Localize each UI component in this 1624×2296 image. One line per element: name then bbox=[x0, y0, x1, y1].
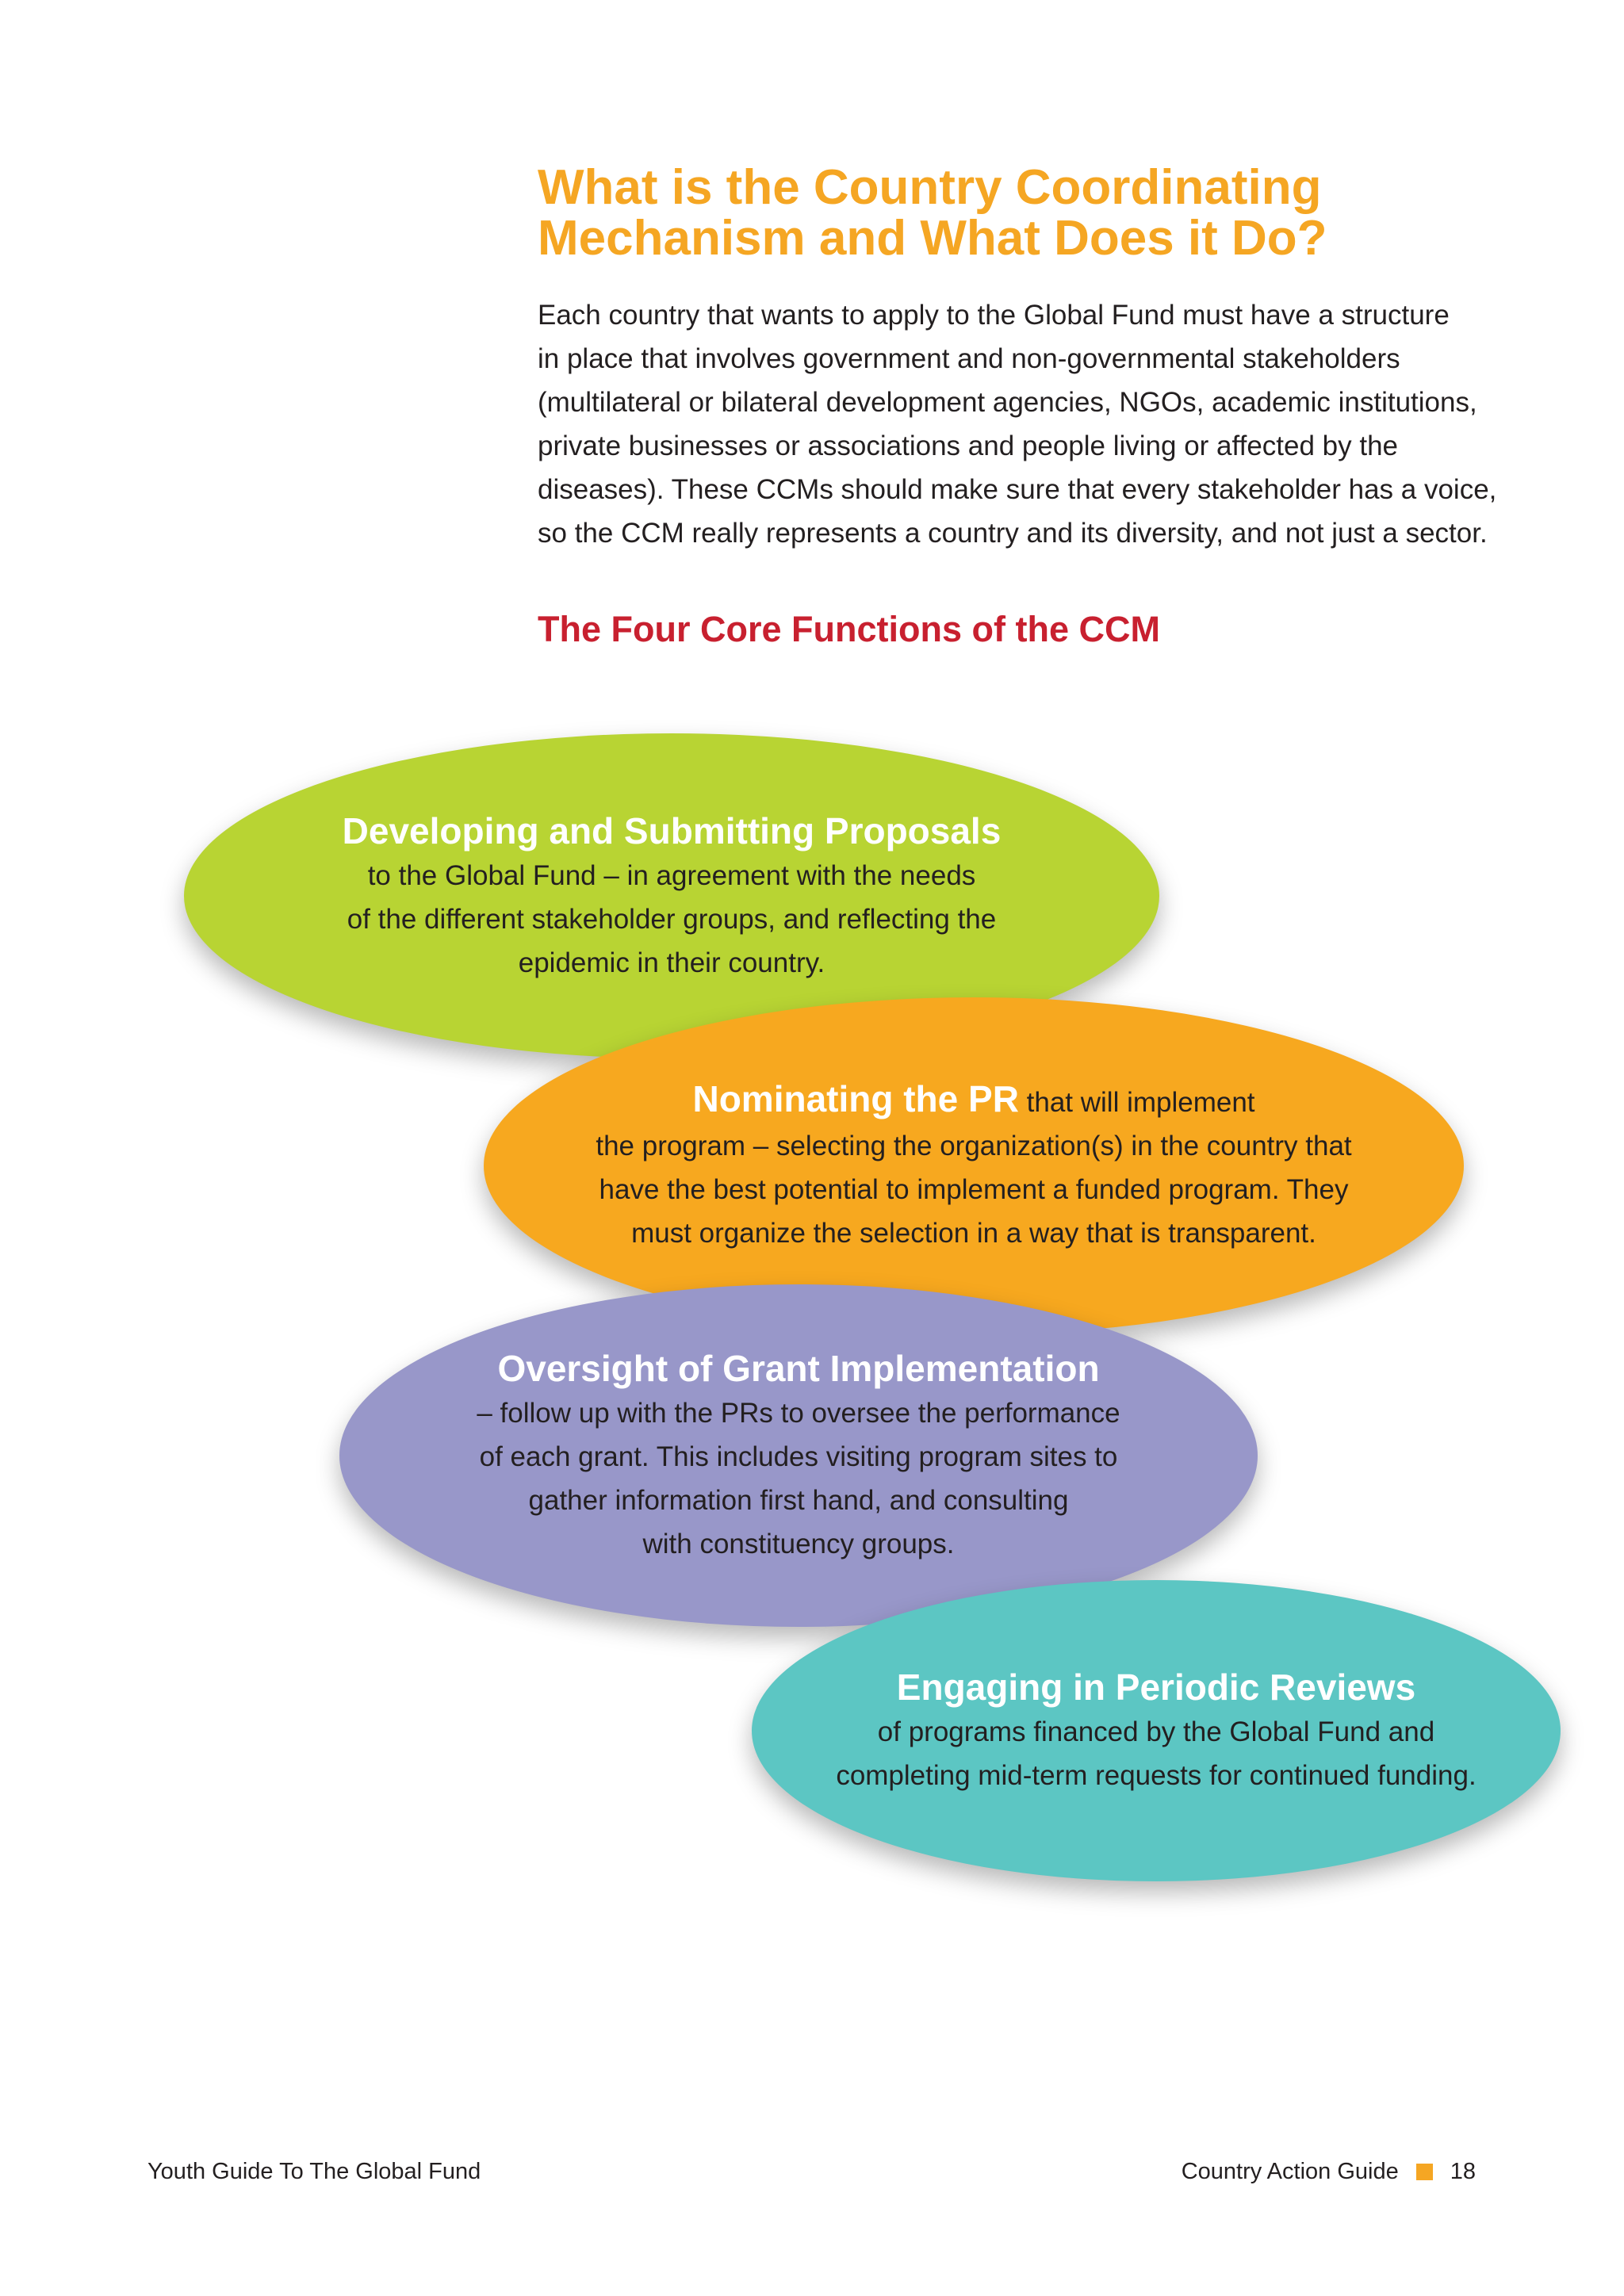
function-proposals-text: to the Global Fund – in agreement with the needs bbox=[367, 859, 976, 891]
function-proposals-text: of the different stakeholder groups, and reflecting the bbox=[347, 903, 997, 935]
page-title bbox=[538, 160, 1568, 266]
intro-line: diseases). These CCMs should make sure that every stakeholder has a voice, bbox=[538, 474, 1497, 505]
function-nominating-heading-line bbox=[692, 1077, 1254, 1124]
function-nominating-text: must organize the selection in a way that is transparent. bbox=[631, 1217, 1316, 1249]
intro-line: in place that involves government and non-governmental stakeholders bbox=[538, 343, 1400, 374]
function-reviews-text: of programs financed by the Global Fund and bbox=[877, 1716, 1435, 1747]
function-nominating-text: have the best potential to implement a funded program. They bbox=[599, 1173, 1349, 1205]
function-oversight-text: of each grant. This includes visiting program sites to bbox=[479, 1441, 1118, 1472]
function-nominating-heading-suffix: that will implement bbox=[1018, 1086, 1255, 1118]
function-nominating-heading: Nominating the PR bbox=[692, 1077, 1019, 1119]
title-line-2: Mechanism and What Does it Do? bbox=[538, 211, 1327, 266]
function-oversight-text: with constituency groups. bbox=[642, 1529, 955, 1559]
function-oversight-ellipse bbox=[339, 1284, 1258, 1627]
function-proposals-text: epidemic in their country. bbox=[518, 947, 825, 978]
intro-paragraph bbox=[538, 293, 1568, 555]
title-line-1: What is the Country Coordinating bbox=[538, 160, 1322, 215]
intro-line: Each country that wants to apply to the Global Fund must have a structure bbox=[538, 300, 1450, 331]
function-oversight-text: gather information first hand, and consulting bbox=[528, 1485, 1069, 1516]
footer-publication-title: Youth Guide To The Global Fund bbox=[147, 2159, 481, 2184]
footer-section-title: Country Action Guide bbox=[1181, 2159, 1399, 2184]
function-oversight-heading: Oversight of Grant Implementation bbox=[497, 1348, 1100, 1389]
footer-section bbox=[1182, 2159, 1476, 2185]
footer-square-icon bbox=[1416, 2164, 1433, 2180]
function-proposals-heading: Developing and Submitting Proposals bbox=[342, 809, 1002, 851]
function-nominating-text: the program – selecting the organization(s) in the country that bbox=[596, 1130, 1352, 1161]
function-reviews-text: completing mid-term requests for continued funding. bbox=[836, 1760, 1477, 1791]
intro-line: private businesses or associations and people living or affected by the bbox=[538, 430, 1399, 461]
section-heading: The Four Core Functions of the CCM bbox=[538, 609, 1160, 649]
function-oversight-text: – follow up with the PRs to oversee the performance bbox=[477, 1398, 1120, 1429]
intro-line: (multilateral or bilateral development agencies, NGOs, academic institutions, bbox=[538, 387, 1477, 418]
function-reviews-ellipse bbox=[752, 1580, 1561, 1881]
function-nominating-ellipse bbox=[484, 997, 1464, 1334]
page-number: 18 bbox=[1450, 2159, 1476, 2184]
function-reviews-heading: Engaging in Periodic Reviews bbox=[896, 1667, 1416, 1708]
intro-line: so the CCM really represents a country and its diversity, and not just a sector. bbox=[538, 518, 1488, 549]
